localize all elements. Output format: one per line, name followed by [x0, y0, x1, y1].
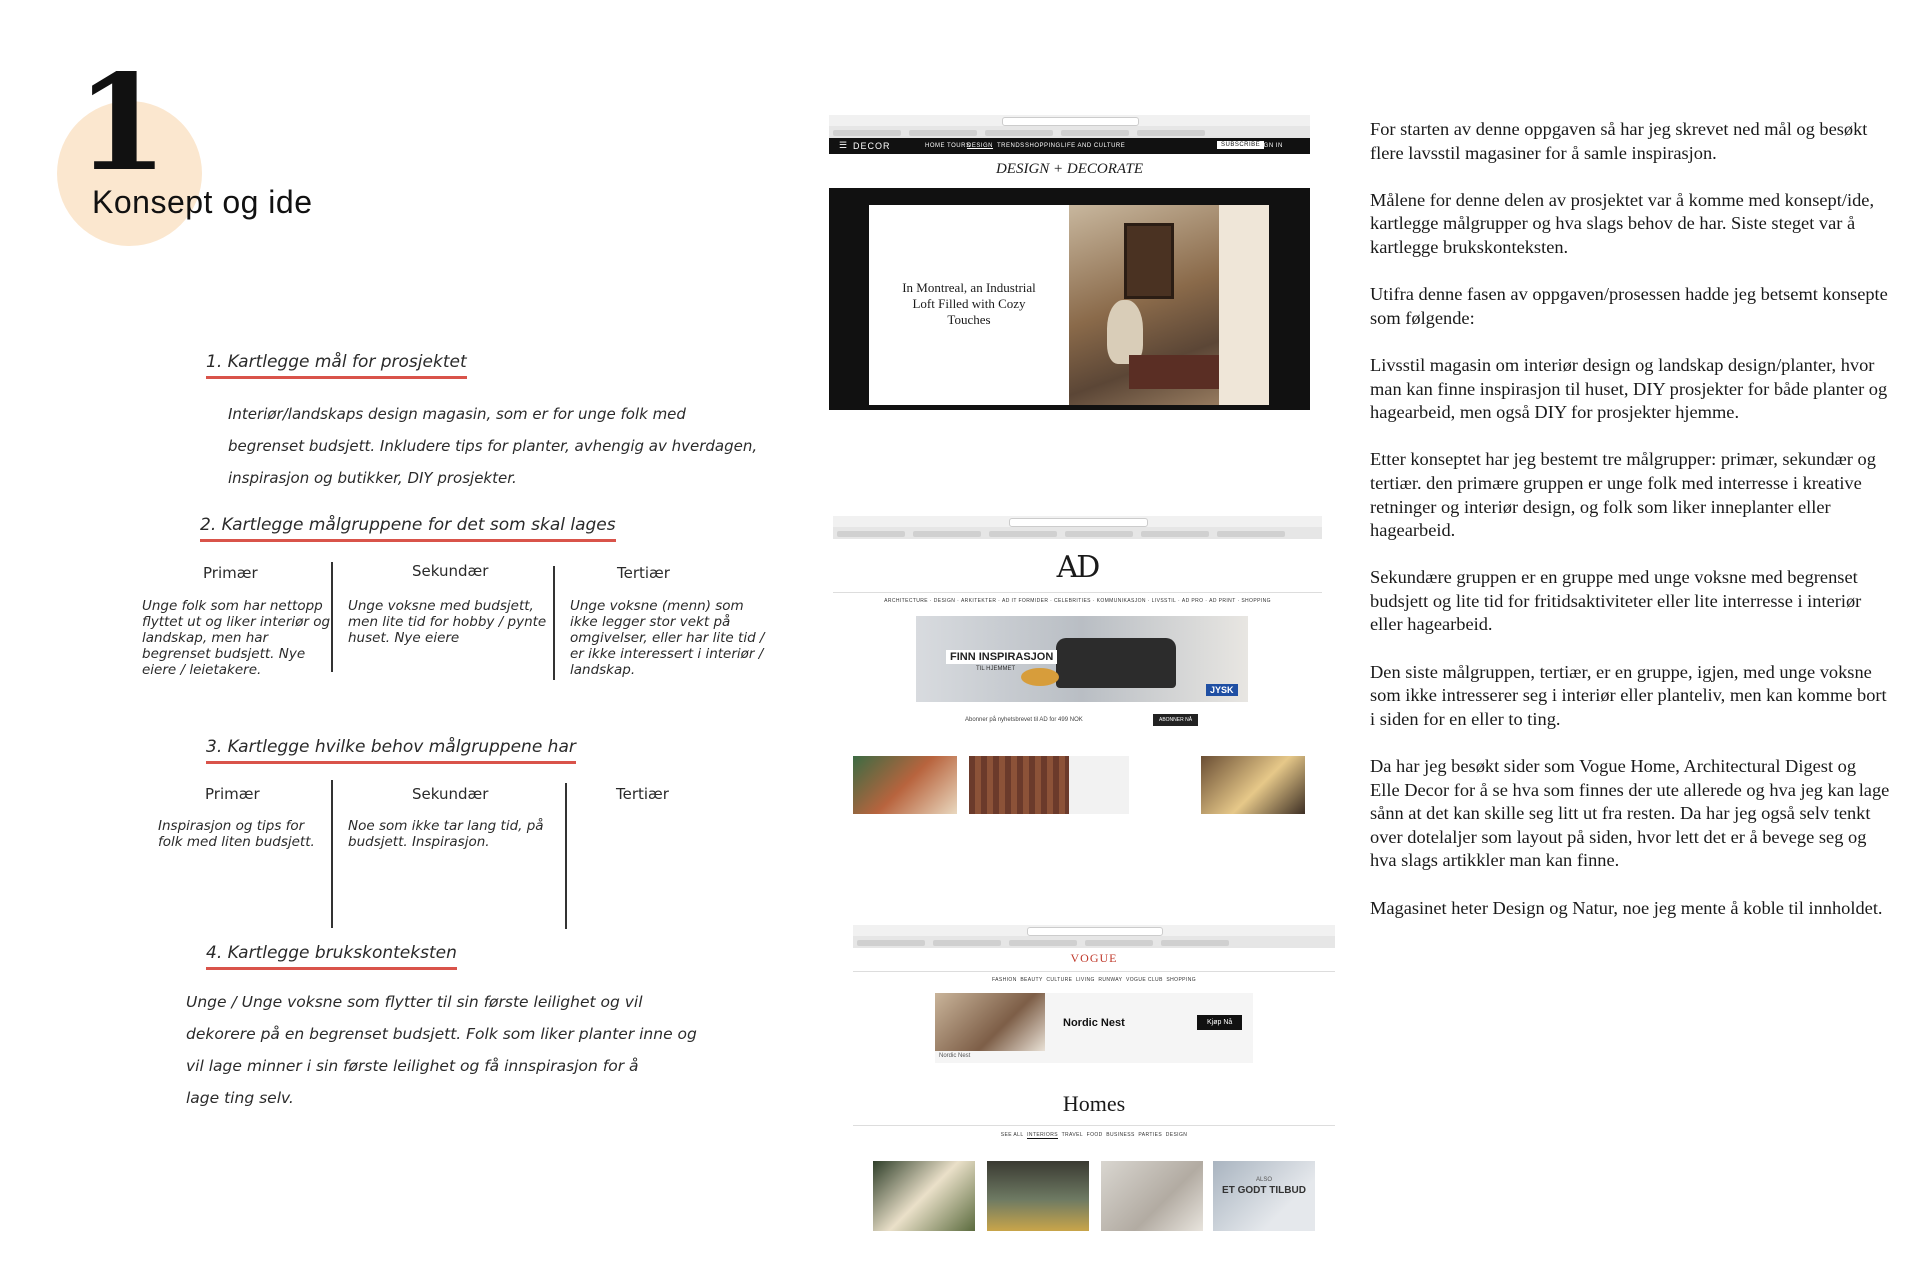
nav-item[interactable]: VOGUE CLUB [1126, 977, 1163, 983]
armchair [1056, 638, 1176, 688]
article-headline[interactable]: In Montreal, an Industrial Loft Filled with Cozy Touches [902, 280, 1036, 327]
section-title: DESIGN + DECORATE [995, 161, 1144, 177]
notes-heading-4: 4. Kartlegge brukskonteksten [206, 943, 457, 970]
notes-line: dekorere på en begrenset budsjett. Folk som liker planter inne og [186, 1025, 697, 1043]
paragraph: Da har jeg besøkt sider som Vogue Home, Architectural Digest og Elle Decor for å se hva som finnes der ute allerede og hva jeg kan lage sånn at det kan skille seg litt ut fra resten. Da har jeg også selv tenkt over dotelaljer som layout på siden, hvor lett det er å bevege seg og hva slags artikkler man kan finne. [1370, 756, 1890, 871]
site-logo[interactable]: AD [1056, 550, 1099, 585]
banner-subtitle: TIL HJEMMET [976, 666, 1016, 672]
tab-item[interactable]: DESIGN [1165, 1132, 1188, 1138]
paragraph: Magasinet heter Design og Natur, noe jeg mente å koble til innholdet. [1370, 897, 1883, 918]
paragraph: Utifra denne fasen av oppgaven/prosessen hadde jeg betsemt konsepte som følgende: [1370, 284, 1888, 328]
tab-item[interactable]: SEE ALL [1000, 1132, 1024, 1138]
nav-item[interactable]: SHOPPING [1241, 598, 1271, 604]
architectural-digest-screenshot [833, 516, 1322, 817]
jysk-banner[interactable] [916, 616, 1248, 702]
notes-body-4 [186, 986, 746, 1114]
article-thumbnail[interactable] [873, 1161, 975, 1231]
promo-text: ET GODT TILBUD [1222, 1185, 1306, 1196]
ad-image [935, 993, 1045, 1051]
banner-title: FINN INSPIRASJON [946, 650, 1057, 664]
browser-tabs [833, 527, 1322, 539]
newsletter-button[interactable]: ABONNER NÅ [1153, 714, 1198, 726]
notes-line: vil lage minner i sin første leilighet og få innspirasjon for å [186, 1057, 639, 1075]
column-divider [553, 566, 555, 680]
nav-item[interactable]: SHOPPING [1025, 143, 1061, 149]
tab-item[interactable]: FOOD [1086, 1132, 1103, 1138]
menu-icon[interactable]: ☰ [839, 140, 848, 150]
nav-item[interactable]: CULTURE [1046, 977, 1073, 983]
wall-art [1124, 223, 1174, 299]
jysk-logo: JYSK [1206, 684, 1238, 696]
column-label-primary: Primær [205, 785, 260, 803]
nav-item[interactable]: HOME TOURS [925, 143, 971, 149]
nav-item[interactable]: AD PRO [1181, 598, 1204, 604]
article-thumbnail[interactable] [853, 756, 957, 814]
browser-url-bar [1009, 518, 1148, 527]
paragraph: Den siste målgruppen, tertiær, er en gruppe, igjen, med unge voksne som ikke intresserer seg i interiør eller planteliv, men kan komme bort i siden for en eller to ting. [1370, 661, 1887, 729]
paragraph: For starten av denne oppgaven så har jeg skrevet ned mål og besøkt flere lavsstil magasiner for å samle inspirasjon. [1370, 119, 1868, 163]
notes-line: Unge / Unge voksne som flytter til sin første leilighet og vil [186, 993, 643, 1011]
site-nav [853, 977, 1335, 983]
window [1219, 205, 1269, 405]
section-title: Homes [1062, 1091, 1126, 1116]
nav-item[interactable]: BEAUTY [1020, 977, 1043, 983]
notes-line: Interiør/landskaps design magasin, som er for unge folk med [228, 405, 686, 423]
article-thumbnail[interactable] [1069, 756, 1129, 814]
section-tabs [853, 1132, 1335, 1138]
tab-item[interactable]: TRAVEL [1061, 1132, 1084, 1138]
site-nav: ARCHITECTURE · DESIGN · ARKITEKTER · AD IT FORMIDER · CELEBRITIES · KOMMUNIKASJON · LIVSSTIL · AD PRO · AD PRINT · SHOPPING [884, 598, 1271, 604]
column-divider [565, 783, 567, 929]
notes-primary-text: Inspirasjon og tips for folk med liten budsjett. [158, 818, 315, 850]
nav-item[interactable]: DESIGN [967, 143, 994, 149]
nav-item[interactable]: AD PRINT [1209, 598, 1236, 604]
newsletter-text: Abonner på nyhetsbrevet til AD for 499 NOK [965, 717, 1083, 723]
section-number: 1 [76, 46, 168, 201]
ad-buy-button[interactable]: Kjøp Nå [1197, 1015, 1242, 1030]
paragraph: Sekundære gruppen er en gruppe med unge voksne med begrenset budsjett og lite tid for fritidsaktiviteter eller lite interresse i interiør eller hagearbeid. [1370, 567, 1862, 635]
promo-small: ALSO [1255, 1177, 1272, 1183]
browser-tabs [853, 936, 1335, 948]
ottoman [1021, 668, 1059, 686]
browser-url-bar [1027, 927, 1164, 936]
nav-item[interactable]: CELEBRITIES [1054, 598, 1091, 604]
nav-item[interactable]: FASHION [991, 977, 1017, 983]
nordic-nest-ad[interactable] [935, 993, 1253, 1063]
article-thumbnail[interactable] [1201, 756, 1305, 814]
column-label-tertiary: Tertiær [617, 564, 670, 582]
tab-item[interactable]: PARTIES [1138, 1132, 1163, 1138]
paragraph: Livsstil magasin om interiør design og landskap design/planter, hvor man kan finne inspirasjon til huset, DIY prosjekter for både planter og hagearbeid, men også DIY for prosjekter hjemme. [1370, 354, 1888, 423]
site-logo[interactable]: VOGUE [1070, 951, 1118, 965]
elle-decor-screenshot [829, 115, 1310, 410]
sign-in-link[interactable]: SIGN IN [1257, 143, 1283, 149]
nav-item[interactable]: TRENDS [997, 143, 1025, 149]
column-label-secondary: Sekundær [412, 562, 489, 580]
column-label-tertiary: Tertiær [616, 785, 669, 803]
notes-line: lage ting selv. [186, 1089, 294, 1107]
nav-item[interactable]: ARKITEKTER [960, 598, 997, 604]
vogue-screenshot [853, 925, 1335, 1235]
nav-item[interactable]: LIFE AND CULTURE [1061, 143, 1126, 149]
notes-secondary-text: Noe som ikke tar lang tid, på budsjett. Inspirasjon. [348, 818, 544, 850]
nav-item[interactable]: AD IT FORMIDER [1002, 598, 1049, 604]
site-logo[interactable]: DECOR [853, 141, 891, 151]
notes-heading-3: 3. Kartlegge hvilke behov målgruppene har [206, 737, 576, 764]
paragraph: Etter konseptet har jeg bestemt tre målgrupper: primær, sekundær og tertiær. den primære gruppen er unge folk med interresse i kreative retninger og interiør design, og folk som liker inneplanter eller hagearbeid. [1370, 449, 1876, 541]
column-label-secondary: Sekundær [412, 785, 489, 803]
column-label-primary: Primær [203, 564, 258, 582]
notes-body-1 [228, 398, 768, 494]
coffee-table [1129, 355, 1229, 389]
ad-brand: Nordic Nest [1063, 1017, 1125, 1029]
body-text [1370, 118, 1890, 944]
site-nav [829, 138, 1310, 154]
nav-item[interactable]: SHOPPING [1166, 977, 1197, 983]
notes-line: inspirasjon og butikker, DIY prosjekter. [228, 469, 517, 487]
nav-item[interactable]: LIVSSTIL [1151, 598, 1177, 604]
nav-item[interactable]: RUNWAY [1098, 977, 1123, 983]
notes-line: begrenset budsjett. Inkludere tips for planter, avhengig av hverdagen, [228, 437, 758, 455]
ad-caption: Nordic Nest [939, 1053, 971, 1059]
headline-card[interactable] [869, 205, 1069, 405]
notes-tertiary-text: Unge voksne (menn) som ikke legger stor vekt på omgivelser, eller har lite tid / er ikke interessert i interiør / landskap. [570, 598, 765, 678]
page-title: Konsept og ide [92, 184, 313, 220]
hero-photo[interactable] [1069, 205, 1269, 405]
hero-panel [829, 188, 1310, 410]
subscribe-button[interactable]: SUBSCRIBE [1217, 141, 1264, 149]
article-thumbnail[interactable] [1101, 1161, 1203, 1231]
nav-item[interactable]: LIVING [1075, 977, 1095, 983]
nav-item[interactable]: KOMMUNIKASJON [1096, 598, 1146, 604]
promo-thumbnail[interactable] [1213, 1161, 1315, 1231]
tab-item[interactable]: BUSINESS [1106, 1132, 1135, 1138]
article-thumbnail[interactable] [987, 1161, 1089, 1231]
notes-heading-1: 1. Kartlegge mål for prosjektet [206, 352, 467, 379]
column-divider [331, 780, 333, 928]
nav-item[interactable]: ARCHITECTURE [884, 598, 929, 604]
notes-heading-2: 2. Kartlegge målgruppene for det som skal lages [200, 515, 616, 542]
notes-primary-text: Unge folk som har nettopp flyttet ut og liker interiør og landskap, men har begrenset budsjett. Nye eiere / leietakere. [142, 598, 331, 678]
tab-item[interactable]: INTERIORS [1027, 1132, 1058, 1138]
notes-secondary-text: Unge voksne med budsjett, men lite tid for hobby / pynte huset. Nye eiere [348, 598, 547, 646]
paragraph: Målene for denne delen av prosjektet var å komme med konsept/ide, kartlegge målgrupper og hva slags behov de har. Siste steget var å kartlegge brukskonteksten. [1370, 189, 1875, 257]
nav-item[interactable]: DESIGN [933, 598, 956, 604]
browser-tabs [829, 126, 1310, 138]
browser-url-bar [1002, 117, 1139, 126]
article-thumbnail[interactable] [969, 756, 1069, 814]
